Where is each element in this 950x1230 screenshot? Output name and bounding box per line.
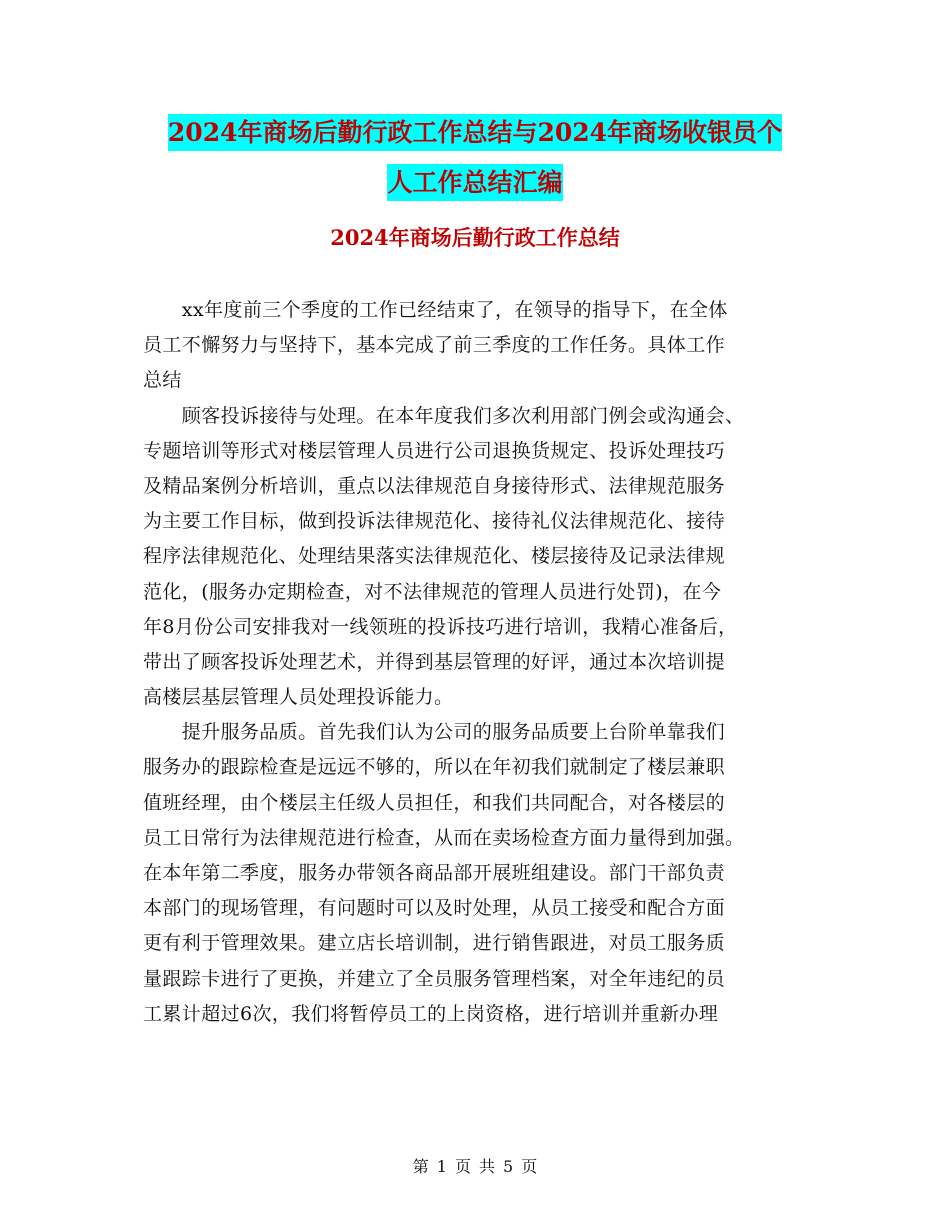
body-line: 年8月份公司安排我对一线领班的投诉技巧进行培训，我精心准备后， xyxy=(143,615,738,638)
body-line: 量跟踪卡进行了更换，并建立了全员服务管理档案，对全年违纪的员 xyxy=(143,967,726,990)
body-line: 高楼层基层管理人员处理投诉能力。 xyxy=(143,686,454,709)
page-suffix: 页 xyxy=(521,1157,538,1176)
body-line: 更有利于管理效果。建立店长培训制，进行销售跟进，对员工服务质 xyxy=(143,932,726,955)
page-prefix: 第 xyxy=(412,1157,429,1176)
body-line: 及精品案例分析培训，重点以法律规范自身接待形式、法律规范服务 xyxy=(143,474,726,497)
body-line: 提升服务品质。首先我们认为公司的服务品质要上台阶单靠我们 xyxy=(143,721,726,744)
body-line: 值班经理，由个楼层主任级人员担任，和我们共同配合，对各楼层的 xyxy=(143,791,726,814)
title-line-2: 人工作总结汇编 xyxy=(0,158,950,208)
body-line: xx年度前三个季度的工作已经结束了，在领导的指导下，在全体 xyxy=(143,299,728,321)
page-total-prefix: 共 xyxy=(479,1157,496,1176)
body-line: 工累计超过6次，我们将暂停员工的上岗资格，进行培训并重新办理 xyxy=(143,1002,719,1025)
body-line: 为主要工作目标，做到投诉法律规范化、接待礼仪法律规范化、接待 xyxy=(143,510,726,533)
body-line: 程序法律规范化、处理结果落实法律规范化、楼层接待及记录法律规 xyxy=(143,545,726,568)
section-title: 2024年商场后勤行政工作总结 xyxy=(330,225,620,250)
page-current: 1 xyxy=(436,1157,447,1176)
body-line: 员工不懈努力与坚持下，基本完成了前三季度的工作任务。具体工作 xyxy=(143,334,726,357)
body-line: 专题培训等形式对楼层管理人员进行公司退换货规定、投诉处理技巧 xyxy=(143,439,726,462)
page-total: 5 xyxy=(503,1157,514,1176)
body-text xyxy=(143,293,811,1032)
body-line: 带出了顾客投诉处理艺术，并得到基层管理的好评，通过本次培训提 xyxy=(143,650,726,673)
page-mid: 页 xyxy=(454,1157,471,1176)
body-line: 总结 xyxy=(143,369,182,392)
body-line: 员工日常行为法律规范进行检查，从而在卖场检查方面力量得到加强。 xyxy=(143,826,745,849)
title-line-1: 2024年商场后勤行政工作总结与2024年商场收银员个 xyxy=(0,108,950,158)
body-line: 在本年第二季度，服务办带领各商品部开展班组建设。部门干部负责 xyxy=(143,862,726,884)
page-footer xyxy=(0,1154,950,1177)
document-title xyxy=(0,108,950,208)
body-line: 范化，(服务办定期检查，对不法律规范的管理人员进行处罚)，在今 xyxy=(143,580,722,603)
body-line: 本部门的现场管理，有问题时可以及时处理，从员工接受和配合方面 xyxy=(143,897,726,920)
body-line: 服务办的跟踪检查是远远不够的，所以在年初我们就制定了楼层兼职 xyxy=(143,756,726,779)
body-line: 顾客投诉接待与处理。在本年度我们多次利用部门例会或沟通会、 xyxy=(143,404,745,427)
